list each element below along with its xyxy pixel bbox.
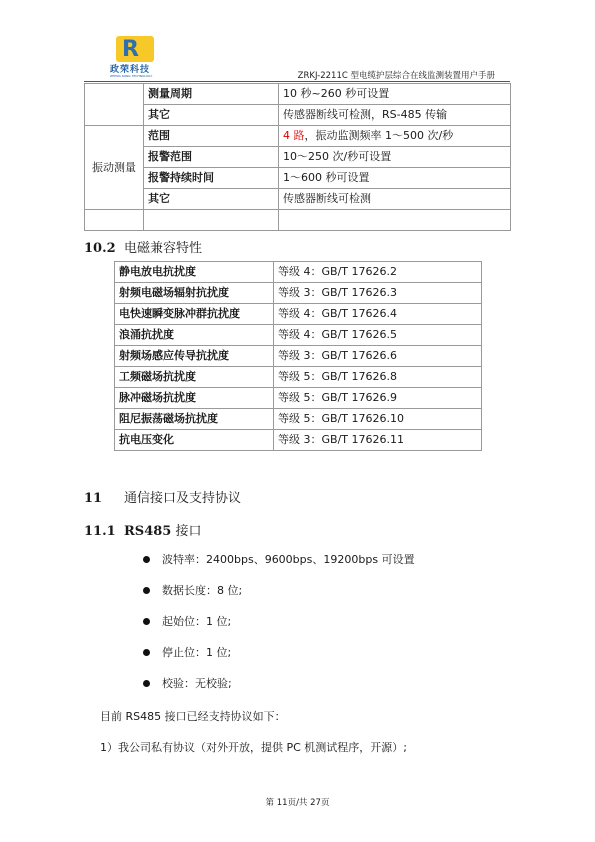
section-title: 接口: [171, 524, 202, 539]
section-number: 11: [84, 491, 103, 506]
emc-item: 工频磁场抗扰度: [115, 367, 274, 388]
table-row: [115, 367, 482, 388]
rs485-settings-list: [143, 550, 415, 705]
table-row: [85, 147, 511, 168]
emc-table: [114, 261, 482, 451]
list-item-text: 停止位：1 位;: [162, 646, 232, 659]
emc-item: 浪涌抗扰度: [115, 325, 274, 346]
table-row: [85, 189, 511, 210]
emc-item: 抗电压变化: [115, 430, 274, 451]
emc-item: 电快速瞬变脉冲群抗扰度: [115, 304, 274, 325]
company-logo: [110, 36, 180, 78]
table-row: [85, 105, 511, 126]
table-row: [85, 84, 511, 105]
table-row: [115, 430, 482, 451]
emc-item: 阻尼振荡磁场抗扰度: [115, 409, 274, 430]
table-row: [115, 346, 482, 367]
list-item: [143, 550, 415, 581]
emc-level: 等级 4：GB/T 17626.2: [274, 262, 482, 283]
highlight-value: 4 路: [283, 129, 305, 142]
emc-level: 等级 4：GB/T 17626.4: [274, 304, 482, 325]
emc-item: 射频电磁场辐射抗扰度: [115, 283, 274, 304]
list-item-text: 起始位：1 位;: [162, 615, 232, 628]
protocol-item-1: 1）我公司私有协议（对外开放，提供 PC 机测试程序，开源）;: [100, 741, 408, 754]
section-number: 10.2: [84, 241, 116, 256]
section-heading-11-1: [84, 520, 201, 539]
table-row: [85, 168, 511, 189]
page-number: 第 11页/共 27页: [265, 798, 330, 808]
param-name: 范围: [144, 126, 279, 147]
group-cell: [85, 210, 144, 231]
param-name: 其它: [144, 189, 279, 210]
list-item-text: 校验：无校验;: [162, 677, 232, 690]
emc-level: 等级 4：GB/T 17626.5: [274, 325, 482, 346]
bullet-icon: [143, 649, 150, 656]
group-cell: 振动测量: [85, 126, 144, 210]
spec-table: [84, 83, 511, 231]
logo-subtext: ZHENG RONG TECHNOLOGY: [110, 74, 153, 78]
header-divider: [84, 81, 510, 82]
param-value: 10 秒~260 秒可设置: [279, 84, 511, 105]
bullet-icon: [143, 587, 150, 594]
section-heading-10-2: [84, 237, 202, 256]
emc-item: 脉冲磁场抗扰度: [115, 388, 274, 409]
param-name: 其它: [144, 105, 279, 126]
table-row: [115, 304, 482, 325]
param-value: 传感器断线可检测，RS-485 传输: [279, 105, 511, 126]
section-title: 电磁兼容特性: [124, 241, 203, 256]
emc-level: 等级 5：GB/T 17626.10: [274, 409, 482, 430]
emc-level: 等级 3：GB/T 17626.3: [274, 283, 482, 304]
param-name: 报警持续时间: [144, 168, 279, 189]
emc-level: 等级 3：GB/T 17626.6: [274, 346, 482, 367]
section-number: 11.1: [84, 524, 116, 539]
param-name: 报警范围: [144, 147, 279, 168]
table-row: [115, 325, 482, 346]
param-name: 测量周期: [144, 84, 279, 105]
param-value: 1～600 秒可设置: [279, 168, 511, 189]
param-value: [279, 210, 511, 231]
table-row: [85, 210, 511, 231]
list-item: [143, 643, 415, 674]
emc-level: 等级 5：GB/T 17626.8: [274, 367, 482, 388]
list-item: [143, 612, 415, 643]
emc-item: 射频场感应传导抗扰度: [115, 346, 274, 367]
table-row: [115, 388, 482, 409]
param-value: [279, 126, 511, 147]
table-row: [115, 409, 482, 430]
param-value-text: ，振动监测频率 1～500 次/秒: [304, 129, 454, 142]
emc-level: 等级 3：GB/T 17626.11: [274, 430, 482, 451]
bullet-icon: [143, 556, 150, 563]
param-name: [144, 210, 279, 231]
bullet-icon: [143, 618, 150, 625]
list-item: [143, 674, 415, 705]
section-title: 通信接口及支持协议: [124, 491, 242, 506]
document-title: ZRKJ-2211C 型电缆护层综合在线监测装置用户手册: [297, 71, 495, 81]
protocol-intro: 目前 RS485 接口已经支持协议如下：: [100, 710, 286, 723]
list-item-text: 波特率：2400bps、9600bps、19200bps 可设置: [162, 553, 415, 566]
section-heading-11: [84, 487, 241, 506]
table-row: [85, 126, 511, 147]
group-cell: [85, 84, 144, 126]
logo-mark: R: [116, 36, 154, 62]
emc-level: 等级 5：GB/T 17626.9: [274, 388, 482, 409]
param-value: 10～250 次/秒可设置: [279, 147, 511, 168]
list-item: [143, 581, 415, 612]
list-item-text: 数据长度：8 位;: [162, 584, 243, 597]
logo-text: 政荣科技: [110, 65, 151, 75]
table-row: [115, 262, 482, 283]
param-value: 传感器断线可检测: [279, 189, 511, 210]
table-row: [115, 283, 482, 304]
emc-item: 静电放电抗扰度: [115, 262, 274, 283]
bullet-icon: [143, 680, 150, 687]
section-title-keyword: RS485: [124, 524, 172, 539]
